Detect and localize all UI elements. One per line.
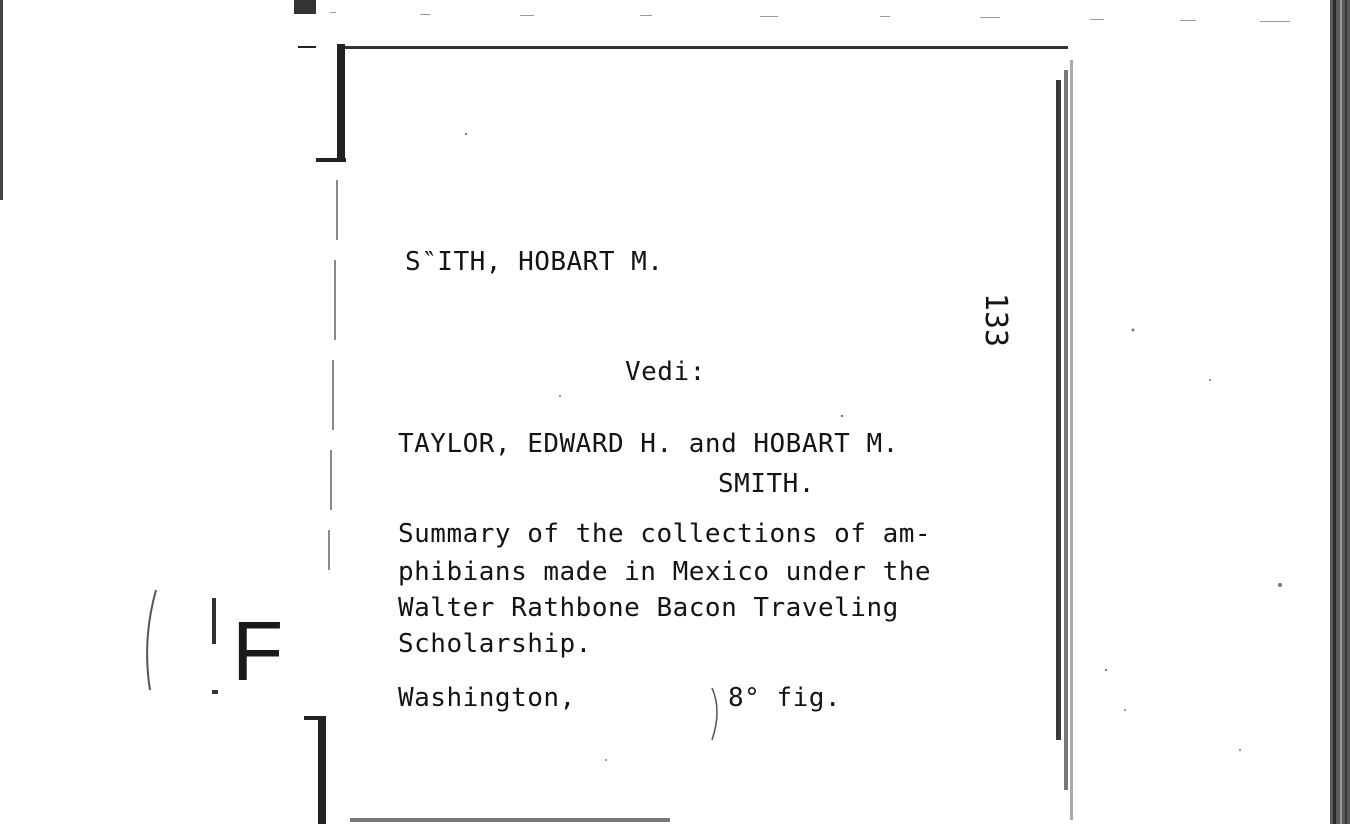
top-left-blot <box>294 0 316 14</box>
left-bracket-foot <box>316 158 346 162</box>
top-dotted-line <box>330 12 1290 22</box>
title-line-3: Walter Rathbone Bacon Traveling <box>398 593 899 623</box>
left-bracket-bottom <box>318 716 326 824</box>
left-bracket-bottom-tick <box>304 716 326 720</box>
title-line-4: Scholarship. <box>398 629 592 659</box>
imprint-format: 8° fig. <box>728 683 842 713</box>
right-edge-texture <box>1330 0 1350 824</box>
left-small-foot <box>212 690 218 694</box>
title-line-2: phibians made in Mexico under the <box>398 557 932 587</box>
card-heading: S‶ITH, HOBART M. <box>405 247 664 277</box>
left-small-tick <box>212 598 216 644</box>
margin-letter-mark: F <box>232 604 284 698</box>
left-edge-line <box>0 0 3 200</box>
left-dotted-edge <box>328 180 338 570</box>
call-number: 133 <box>978 292 1013 348</box>
vedi-label: Vedi: <box>625 357 706 387</box>
left-bracket-top <box>337 44 345 162</box>
card-bottom-edge <box>350 818 670 822</box>
title-line-1: Summary of the collections of am- <box>398 519 932 549</box>
card-right-edge <box>1056 60 1073 820</box>
left-tick <box>298 46 316 48</box>
authors-line-1: TAYLOR, EDWARD H. and HOBART M. <box>398 429 899 459</box>
imprint-smudge <box>712 688 717 740</box>
authors-line-2: SMITH. <box>718 469 815 499</box>
left-paren-mark <box>147 590 156 690</box>
card-top-edge <box>340 46 1068 49</box>
imprint-place: Washington, <box>398 683 576 713</box>
